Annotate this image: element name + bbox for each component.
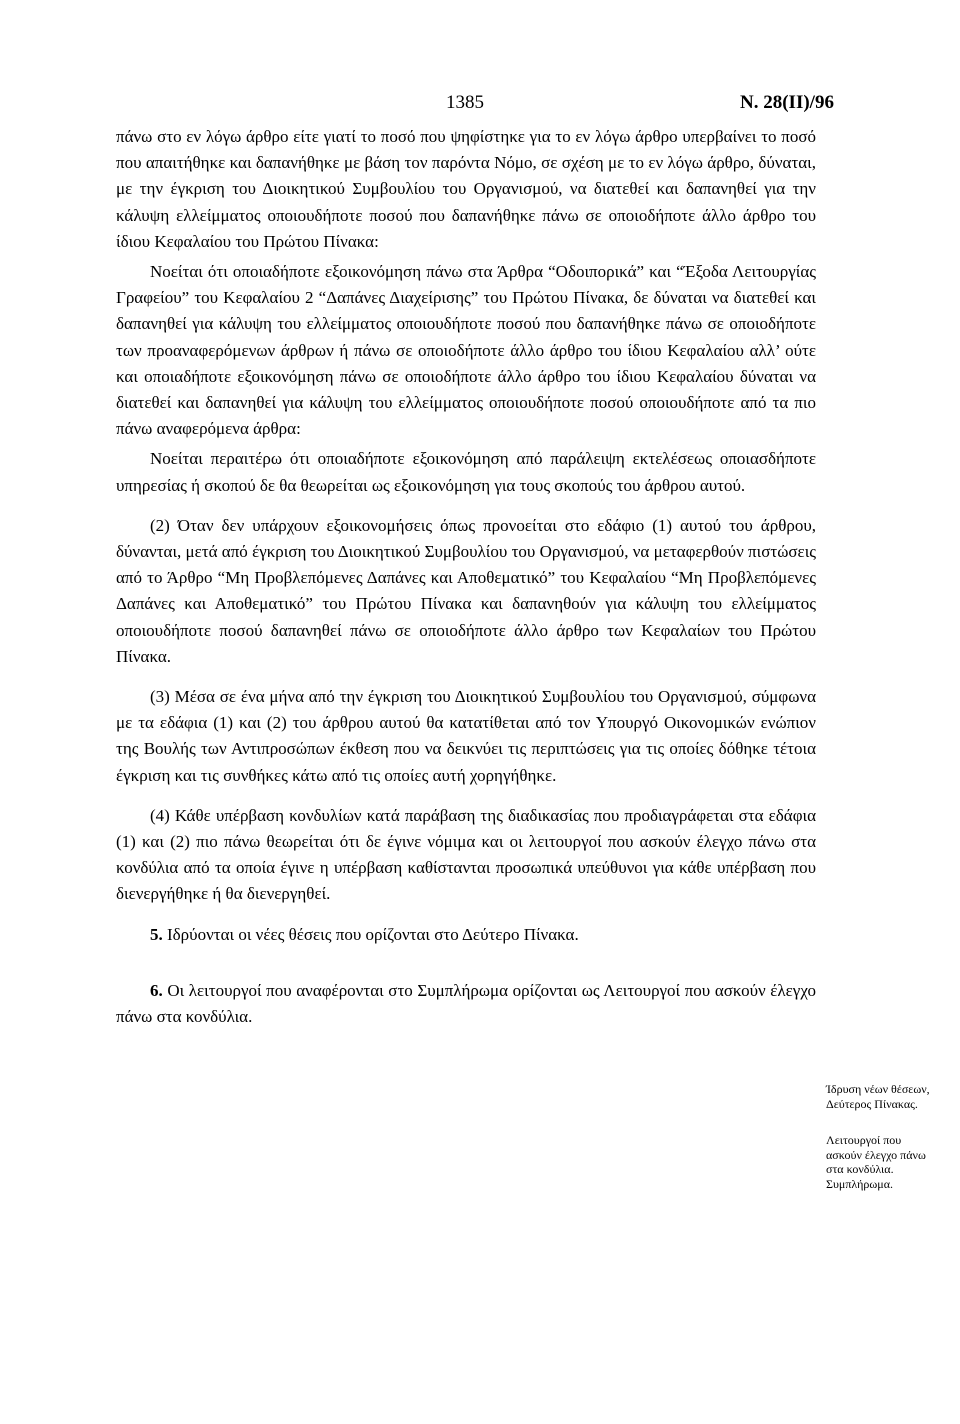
proviso-paragraph: Νοείται ότι οποιαδήποτε εξοικονόμηση πάνω στα Άρθρα “Οδοιπορικά” και “Έξοδα Λειτουργίας Γραφείου” του Κεφαλαίου 2 “Δαπάνες Διαχείρισης” του Πρώτου Πίνακα, δε δύναται να διατεθεί και δαπανηθεί για κάλυψη του ελλείμματος οποιουδήποτε ποσού που δαπανήθηκε πάνω σε οποιοδήποτε των προαναφερόμενων άρθρων ή πάνω σε οποιοδήποτε άλλο άρθρο του ίδιου Κεφαλαίου αλλ’ ούτε και οποιαδήποτε εξοικονόμηση πάνω σε οποιοδήποτε άλλο άρθρο του ίδιου Κεφαλαίου δύναται να διατεθεί και δαπανηθεί για κάλυψη του ελλείμματος οποιουδήποτε ποσού οποιουδήποτε από τα πιο πάνω αναφερόμενα άρθρα: — [116, 262, 816, 439]
section-5-text: Ιδρύονται οι νέες θέσεις που ορίζονται στο Δεύτερο Πίνακα. — [167, 924, 579, 944]
paragraph-continuation: πάνω στο εν λόγω άρθρο είτε γιατί το ποσό που ψηφίστηκε για το εν λόγω άρθρο υπερβαίνει το ποσό που απαιτήθηκε και δαπανήθηκε με βάση τον παρόντα Νόμο, σε σχέση με το εν λόγω άρθρο, δύναται, με την έγκριση του Διοικητικού Συμβουλίου του Οργανισμού, να διατεθεί και δαπανηθεί για την κάλυψη ελλείμματος οποιουδήποτε ποσού που δαπανήθηκε πάνω σε οποιοδήποτε άλλο άρθρο του ίδιου Κεφαλαίου του Πρώτου Πίνακα: — [116, 127, 816, 251]
law-number: Ν. 28(ΙΙ)/96 — [740, 92, 834, 113]
document-body — [116, 124, 816, 1030]
page-number: 1385 — [446, 92, 484, 113]
section-5-number: 5. — [150, 924, 163, 944]
sidenote-section-5: Ίδρυση νέων θέσεων, Δεύτερος Πίνακας. — [826, 1082, 930, 1111]
subsection-2: (2) Όταν δεν υπάρχουν εξοικονομήσεις όπως προνοείται στο εδάφιο (1) αυτού του άρθρου, δύνανται, μετά από έγκριση του Διοικητικού Συμβουλίου του Οργανισμού, να μεταφερθούν πιστώσεις από το Άρθρο “Μη Προβλεπόμενες Δαπάνες και Αποθεματικό” του Κεφαλαίου “Μη Προβλεπόμενες Δαπάνες και Αποθεματικό” του Πρώτου Πίνακα και δαπανηθούν για κάλυψη του ελλείμματος οποιουδήποτε ποσού δαπανηθεί πάνω σε οποιοδήποτε άλλο άρθρο των Κεφαλαίων του Πρώτου Πίνακα. — [116, 515, 816, 666]
sidenote-section-6: Λειτουργοί που ασκούν έλεγχο πάνω στα κονδύλια. Συμπλήρωμα. — [826, 1133, 926, 1191]
section-6-number: 6. — [150, 980, 163, 1000]
subsection-4: (4) Κάθε υπέρβαση κονδυλίων κατά παράβαση της διαδικασίας που προδιαγράφεται στα εδάφια (1) και (2) πιο πάνω θεωρείται ότι δε έγινε νόμιμα και οι λειτουργοί που ασκούν έλεγχο πάνω στα κονδύλια από τα οποία έγινε η υπέρβαση καθίστανται προσωπικά υπεύθυνοι για κάθε υπέρβαση που διενεργήθηκε ή θα διενεργηθεί. — [116, 805, 816, 904]
subsection-3: (3) Μέσα σε ένα μήνα από την έγκριση του Διοικητικού Συμβουλίου του Οργανισμού, σύμφωνα με τα εδάφια (1) και (2) του άρθρου αυτού θα κατατίθεται από τον Υπουργό Οικονομικών ενώπιον της Βουλής των Αντιπροσώπων έκθεση που να δεικνύει τις περιπτώσεις για τις οποίες δόθηκε τέτοια έγκριση και τις συνθήκες κάτω από τις οποίες αυτή χορηγήθηκε. — [116, 687, 816, 785]
section-6-text: Οι λειτουργοί που αναφέρονται στο Συμπλήρωμα ορίζονται ως Λειτουργοί που ασκούν έλεγχο πάνω στα κονδύλια. — [116, 980, 816, 1027]
section-5 — [116, 922, 816, 948]
further-proviso-paragraph: Νοείται περαιτέρω ότι οποιαδήποτε εξοικονόμηση από παράλειψη εκτελέσεως οποιασδήποτε υπηρεσίας ή σκοπού δε θα θεωρείται ως εξοικονόμηση για τους σκοπούς του άρθρου αυτού. — [116, 449, 816, 495]
section-6 — [116, 978, 816, 1030]
